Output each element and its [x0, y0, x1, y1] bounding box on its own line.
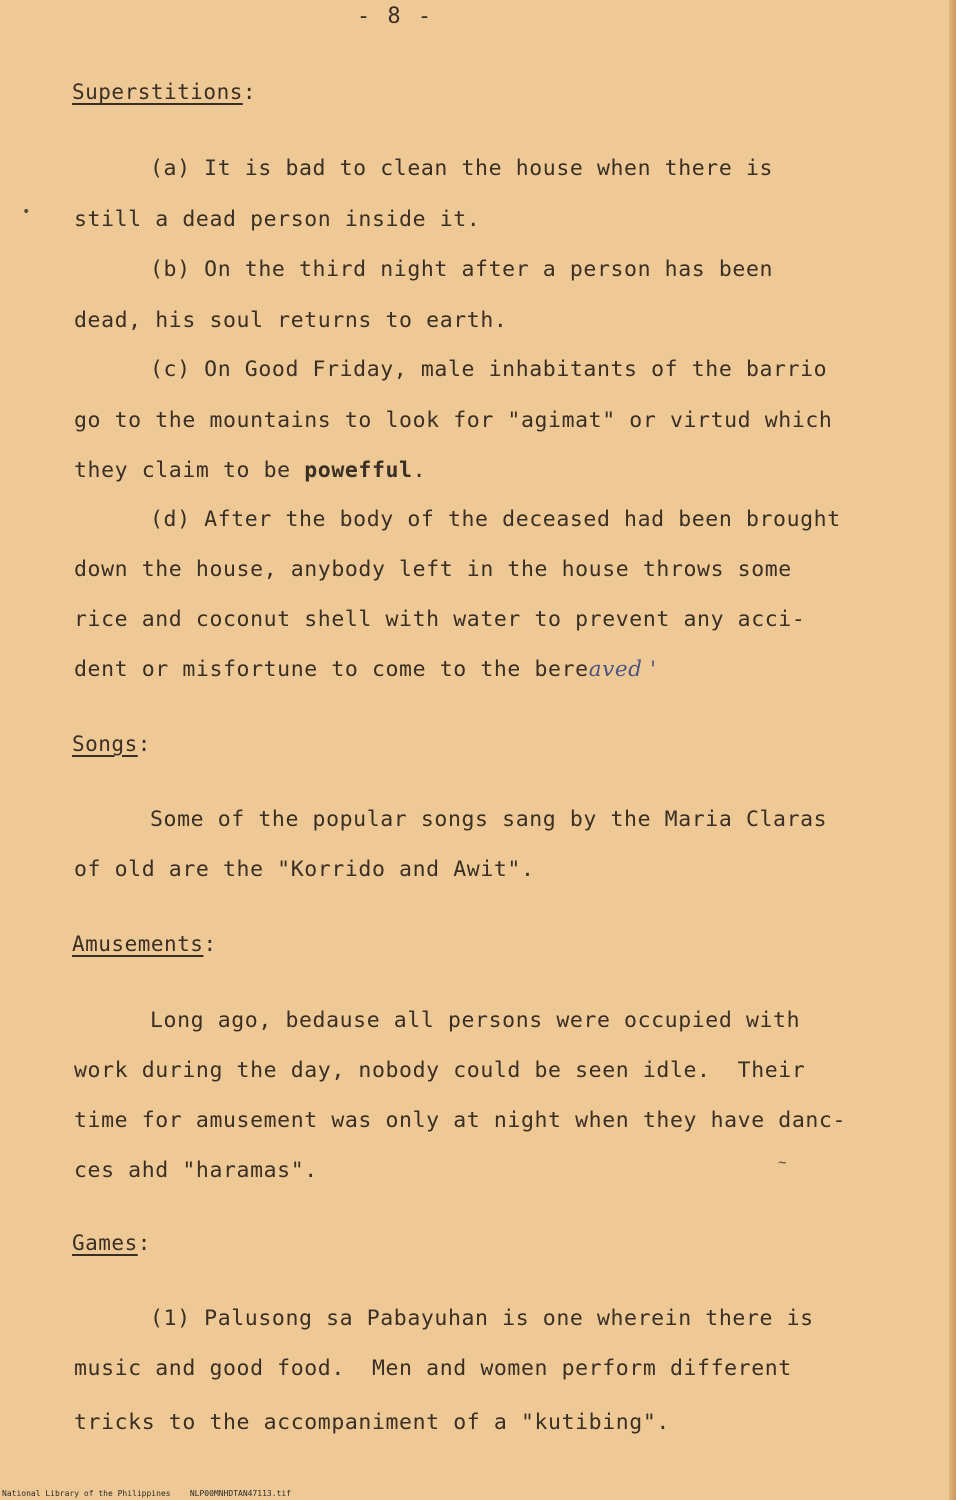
games-line-2: music and good food. Men and women perform different	[74, 1356, 792, 1381]
games-line-1: (1) Palusong sa Pabayuhan is one wherein there is	[150, 1306, 814, 1331]
handwritten-correction: aved	[588, 657, 643, 682]
heading-games: Games:	[72, 1231, 151, 1255]
superstitions-line-9: down the house, anybody left in the house throws some	[74, 557, 792, 582]
superstitions-line-11-text: dent or misfortune to come to the bere	[74, 657, 589, 682]
superstitions-line-7-text: they claim to be	[74, 458, 305, 483]
superstitions-line-6: go to the mountains to look for "agimat" or virtud which	[74, 408, 833, 433]
scan-speck: ~	[778, 1155, 787, 1171]
heading-amusements-label: Amusements	[72, 932, 204, 956]
songs-line-1: Some of the popular songs sang by the Maria Claras	[150, 807, 828, 832]
amusements-line-2: work during the day, nobody could be seen idle. Their	[74, 1058, 806, 1083]
page-number: - 8 -	[356, 4, 434, 29]
amusements-line-3: time for amusement was only at night when they have danc-	[74, 1108, 847, 1133]
superstitions-line-8: (d) After the body of the deceased had been brought	[150, 507, 841, 532]
superstitions-line-3: (b) On the third night after a person has been	[150, 257, 774, 282]
heading-songs-label: Songs	[72, 732, 138, 756]
superstitions-line-10: rice and coconut shell with water to prevent any acci-	[74, 607, 806, 632]
handwritten-mark: '	[642, 657, 657, 682]
superstitions-line-11	[74, 657, 657, 682]
games-line-3: tricks to the accompaniment of a "kutibing".	[74, 1410, 670, 1435]
scan-footer	[2, 1489, 291, 1498]
superstitions-line-2: still a dead person inside it.	[74, 207, 481, 232]
superstitions-line-7-period: .	[412, 458, 427, 483]
heading-amusements: Amusements:	[72, 932, 217, 956]
heading-superstitions-label: Superstitions	[72, 80, 243, 104]
heading-superstitions: Superstitions:	[72, 80, 257, 104]
overtyped-word: powefful	[304, 458, 413, 483]
songs-line-2: of old are the "Korrido and Awit".	[74, 857, 535, 882]
footer-source: National Library of the Philippines	[2, 1489, 171, 1498]
superstitions-line-7	[74, 458, 426, 483]
amusements-line-1: Long ago, bedause all persons were occupied with	[150, 1008, 801, 1033]
scan-speck: •	[22, 204, 31, 220]
superstitions-line-1: (a) It is bad to clean the house when there is	[150, 156, 774, 181]
amusements-line-4: ces ahd "haramas".	[74, 1158, 318, 1183]
superstitions-line-4: dead, his soul returns to earth.	[74, 308, 508, 333]
heading-games-label: Games	[72, 1231, 138, 1255]
footer-file: NLP00MNHDTAN47113.tif	[189, 1489, 291, 1498]
superstitions-line-5: (c) On Good Friday, male inhabitants of the barrio	[150, 357, 828, 382]
heading-songs: Songs:	[72, 732, 151, 756]
page-edge	[949, 0, 956, 1500]
